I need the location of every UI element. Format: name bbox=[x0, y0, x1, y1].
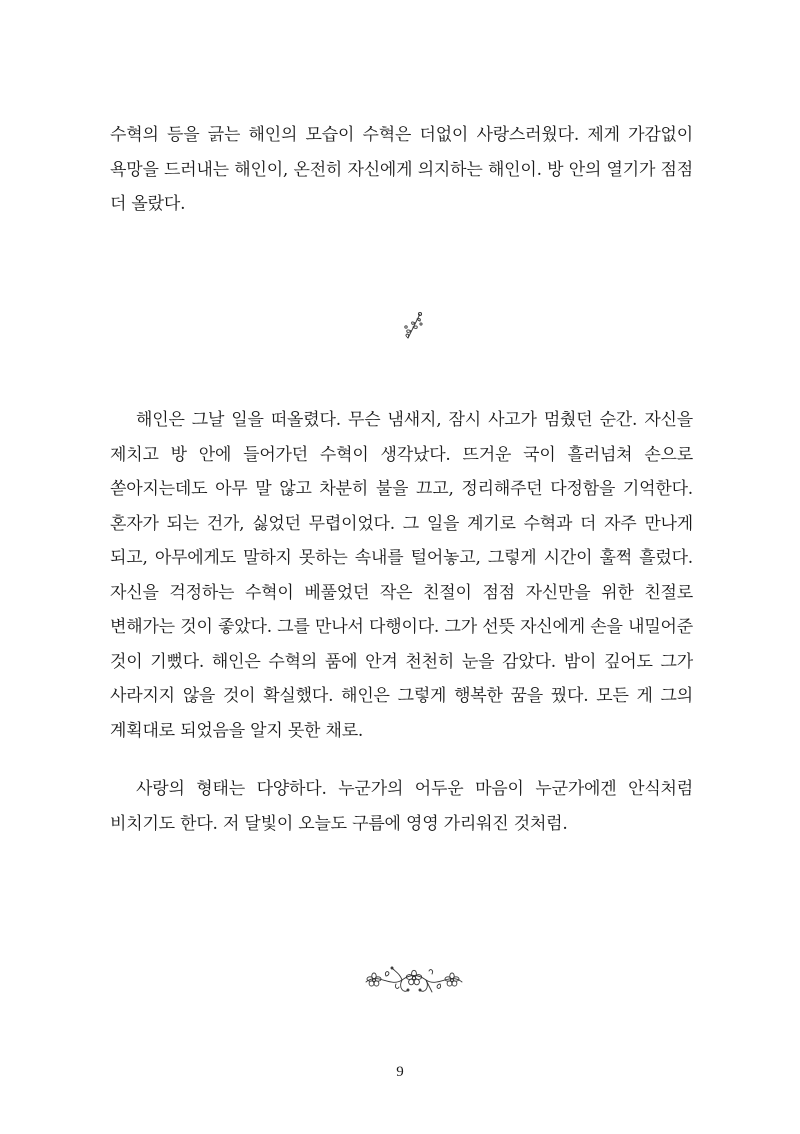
page-number: 9 bbox=[396, 1064, 404, 1080]
floral-vine-flourish-icon bbox=[362, 962, 466, 998]
floral-sprig-icon bbox=[400, 310, 428, 342]
body-paragraph: 사랑의 형태는 다양하다. 누군가의 어두운 마음이 누군가에겐 안식처럼 비치기도 한다. 저 달빛이 오늘도 구름에 영영 가리워진 것처럼. bbox=[110, 779, 693, 834]
body-paragraph: 해인은 그날 일을 떠올렸다. 무슨 냄새지, 잠시 사고가 멈췄던 순간. 자신을 제치고 방 안에 들어가던 수혁이 생각났다. 뜨거운 국이 흘러넘쳐 손으로 쏟아지는데도 아무 말 않고 차분히 불을 끄고, 정리해주던 다정함을 기억한다. 혼자가 되는 건가, 싫었던 무렵이었다. 그 일을 계기로 수혁과 더 자주 만나게 되고, 아무에게도 말하지 못하는 속내를 털어놓고, 그렇게 시간이 훌쩍 흘렀다. 자신을 걱정하는 수혁이 베풀었던 작은 친절이 점점 자신만을 위한 친절로 변해가는 것이 좋았다. 그를 만나서 다행이다. 그가 선뜻 자신에게 손을 내밀어준 것이 기뻤다. 해인은 수혁의 품에 안겨 천천히 눈을 감았다. 밤이 깊어도 그가 사라지지 않을 것이 확실했다. 해인은 그렇게 행복한 꿈을 꿨다. 모든 게 그의 계획대로 되었음을 알지 못한 채로. bbox=[110, 410, 693, 741]
body-paragraph: 수혁의 등을 긁는 해인의 모습이 수혁은 더없이 사랑스러웠다. 제게 가감없이 욕망을 드러내는 해인이, 온전히 자신에게 의지하는 해인이. 방 안의 열기가 점점 더 올랐다. bbox=[110, 125, 693, 214]
